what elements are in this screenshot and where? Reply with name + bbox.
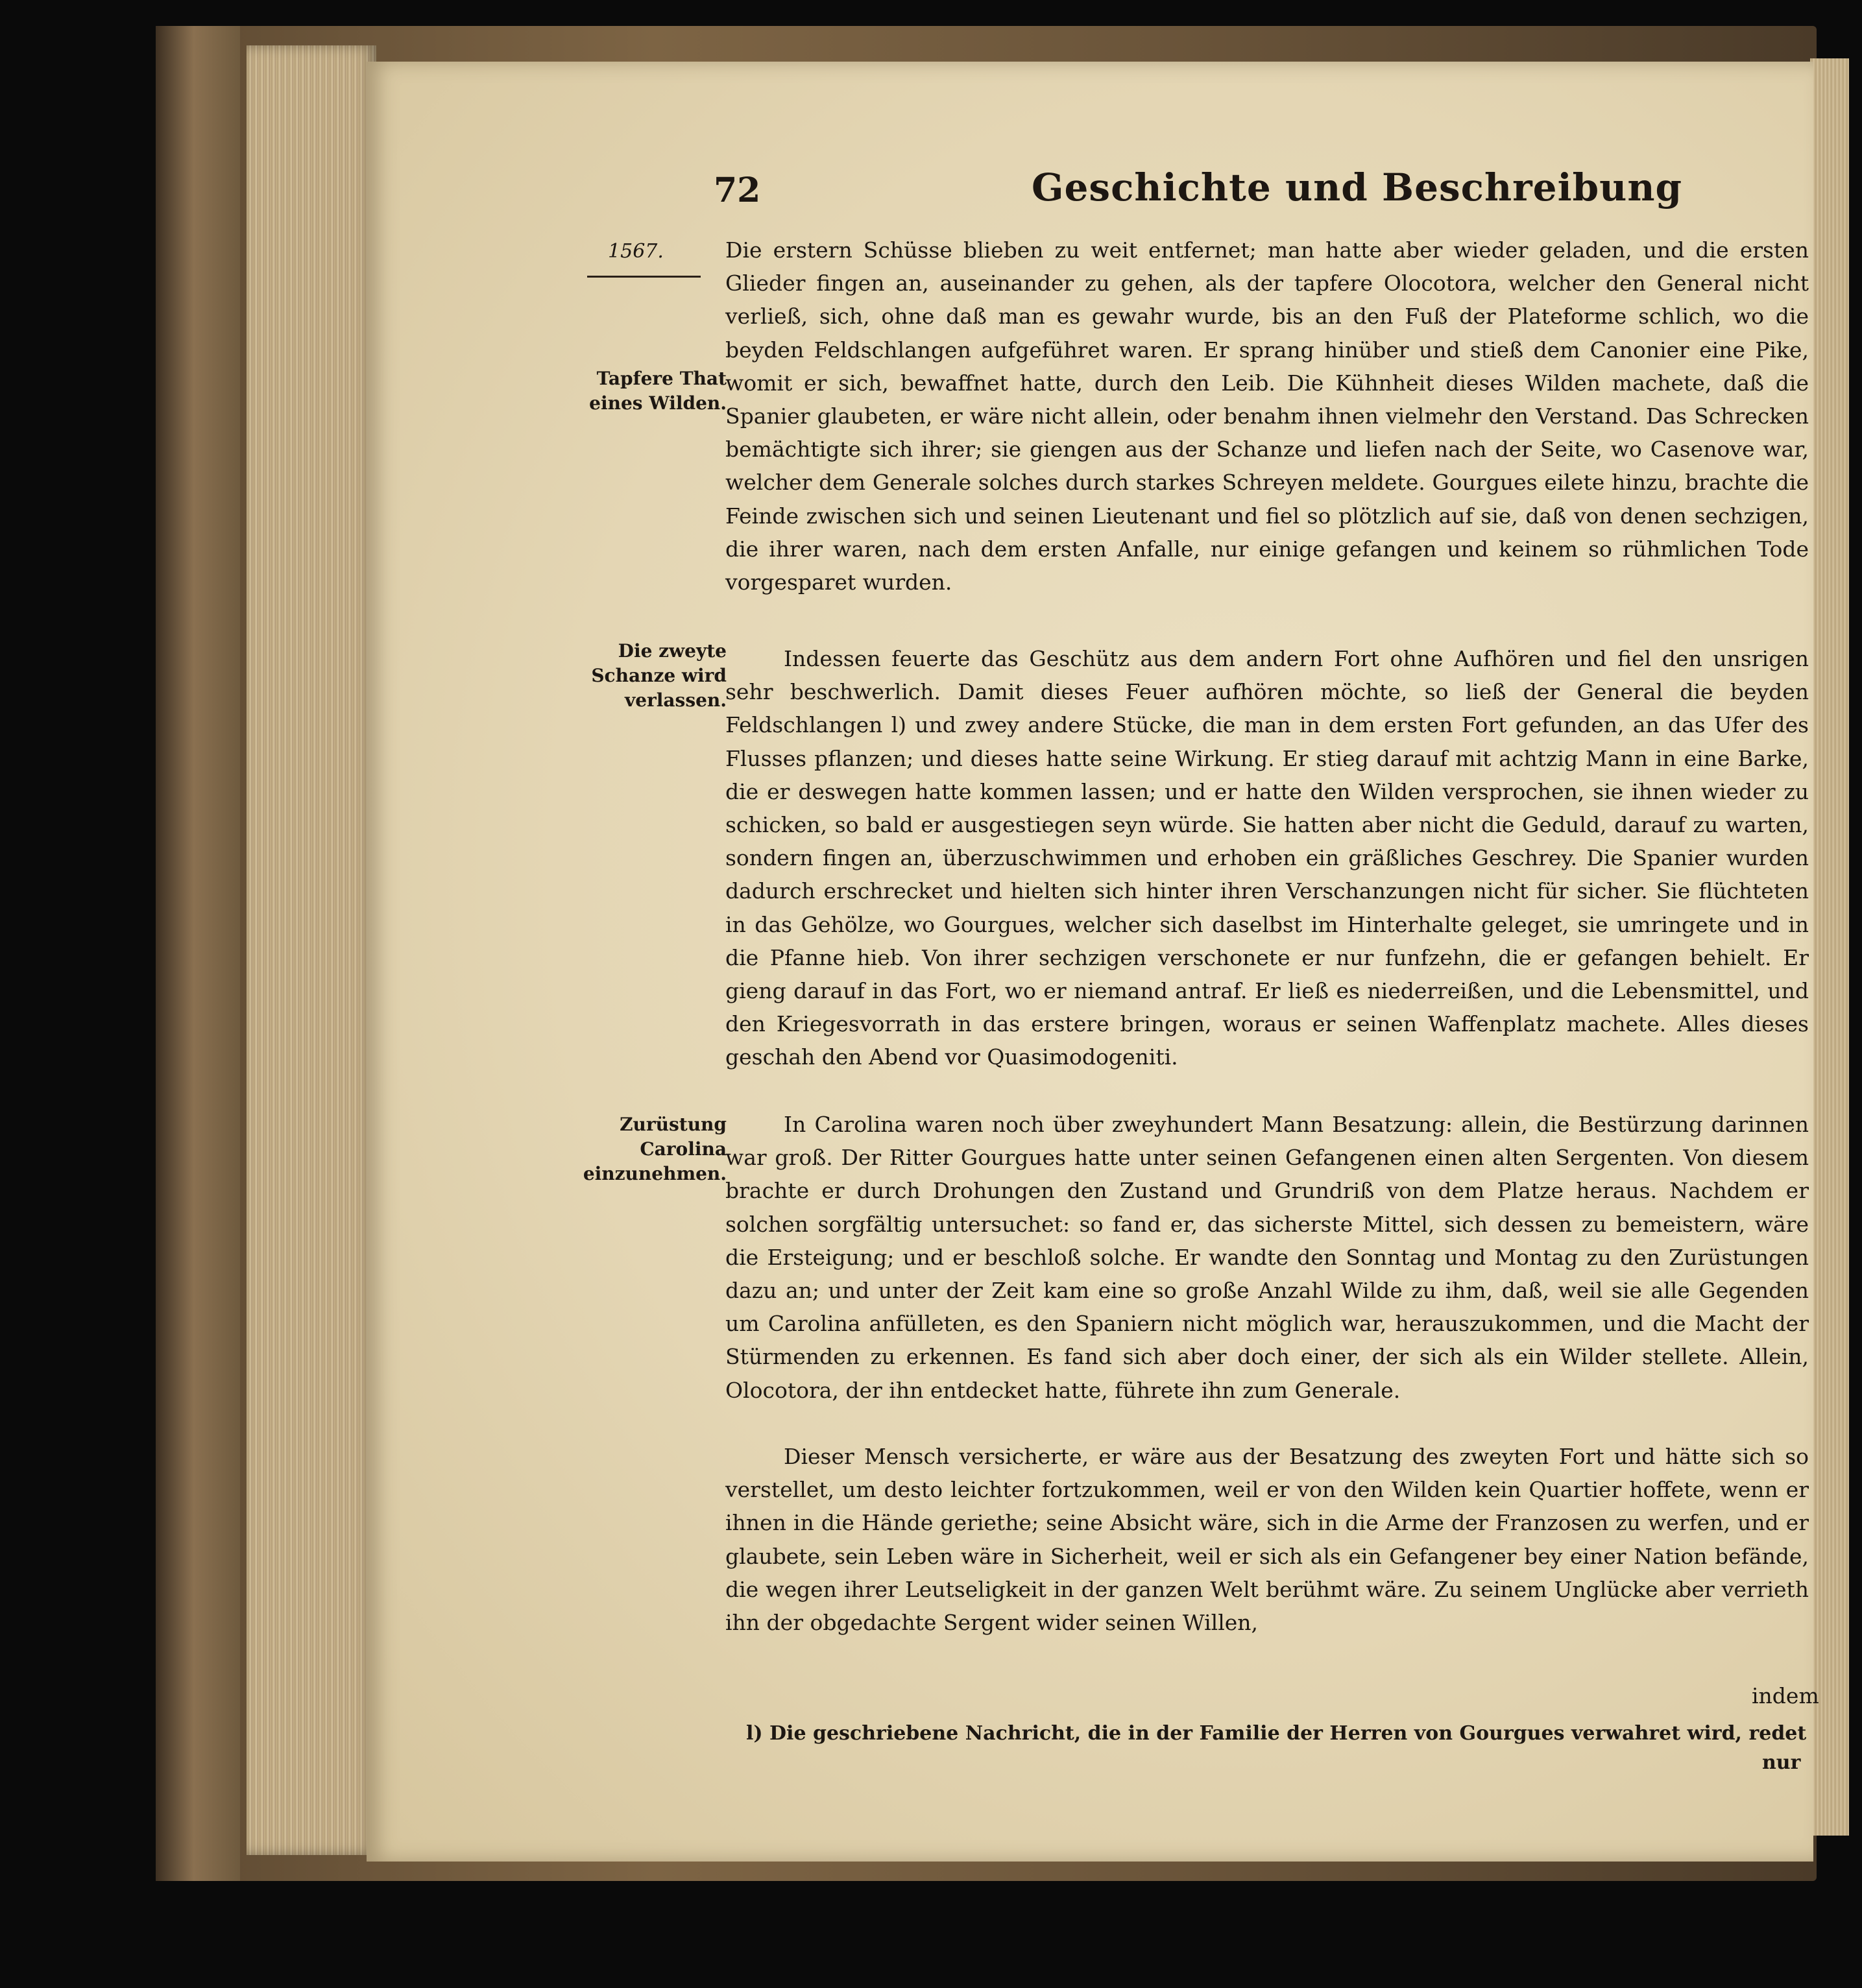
paragraph-text: In Carolina waren noch über zweyhundert Mann Besatzung: allein, die Bestürzung darinnen war groß. Der Ritter Gourgues hatte unter seinen Gefangenen einen alten Sergenten. Von diesem brachte er durch Drohungen den Zustand und Grundriß von dem Platze heraus. Nachdem er solchen sorgfältig untersuchet: so fand er, das sicherste Mittel, sich dessen zu bemeistern, wäre die Ersteigung; und er beschloß solche. Er wandte den Sonntag und Montag zu den Zurüstungen dazu an; und unter der Zeit kam eine so große Anzahl Wilde zu ihm, daß, weil sie alle Gegenden um Carolina anfülleten, es den Spaniern nicht möglich war, herauszukommen, und die Macht der Stürmenden zu erkennen. Es fand sich aber doch einer, der sich als ein Wilder stellete. Allein, Olocotora, der ihn entdecket hatte, führete ihn zum Generale.: [725, 1112, 1809, 1403]
page-number: 72: [714, 171, 761, 210]
footnote-catchword: nur: [1762, 1751, 1801, 1774]
paragraph-text: Dieser Mensch versicherte, er wäre aus der Besatzung des zweyten Fort und hätte sich so verstellet, um desto leichter fortzukommen, weil er von den Wilden kein Quartier hoffete, wenn er ihnen in die Hände geriethe; seine Absicht wäre, sich in die Arme der Franzosen zu werfen, und er glaubete, sein Leben wäre in Sicherheit, weil er sich als ein Gefangener bey einer Nation befände, die wegen ihrer Leutseligkeit in der ganzen Welt berühmt wäre. Zu seinem Unglücke aber verrieth ihn der obgedachte Sergent wider seinen Willen,: [725, 1444, 1809, 1636]
body-paragraph: [725, 1440, 1809, 1639]
margin-note: Tapfere That eines Wilden.: [589, 368, 727, 414]
margin-year: 1567.: [608, 240, 664, 263]
catchword: indem: [1752, 1683, 1819, 1708]
page-edges-left: [247, 45, 376, 1855]
year-flourish: [587, 276, 701, 278]
footnote: l) Die geschriebene Nachricht, die in der Familie der Herren von Gourgues verwahret wird, redet: [746, 1722, 1807, 1745]
body-paragraph: [725, 642, 1809, 1074]
margin-note: Die zweyte Schanze wird verlassen.: [591, 640, 727, 711]
page-edges-right: [1810, 58, 1849, 1836]
margin-note: Zurüstung Carolina einzunehmen.: [583, 1114, 727, 1184]
body-paragraph: [725, 1108, 1809, 1407]
paragraph-text: Die erstern Schüsse blieben zu weit entfernet; man hatte aber wieder geladen, und die ersten Glieder fingen an, auseinander zu gehen, als der tapfere Olocotora, welcher den General nicht verließ, sich, ohne daß man es gewahr wurde, bis an den Fuß der Plateforme schlich, wo die beyden Feldschlangen aufgeführet waren. Er sprang hinüber und stieß dem Canonier eine Pike, womit er sich, bewaffnet hatte, durch den Leib. Die Kühnheit dieses Wilden machete, daß die Spanier glaubeten, er wäre nicht allein, oder benahm ihnen vielmehr den Verstand. Das Schrecken bemächtigte sich ihrer; sie giengen aus der Schanze und liefen nach der Seite, wo Casenove war, welcher dem Generale solches durch starkes Schreyen meldete. Gourgues eilete hinzu, brachte die Feinde zwischen sich und seinen Lieutenant und fiel so plötzlich auf sie, daß von denen sechzigen, die ihrer waren, nach dem ersten Anfalle, nur einige gefangen und keinem so rühmlichen Tode vorgesparet wurden.: [725, 237, 1809, 595]
page-header: [714, 165, 1804, 217]
body-paragraph: [725, 234, 1809, 599]
book-spine: [156, 26, 240, 1881]
running-title: Geschichte und Beschreibung: [1032, 165, 1683, 210]
paragraph-text: Indessen feuerte das Geschütz aus dem andern Fort ohne Aufhören und fiel den unsrigen sehr beschwerlich. Damit dieses Feuer aufhören möchte, so ließ der General die beyden Feldschlangen l) und zwey andere Stücke, die man in dem ersten Fort gefunden, an das Ufer des Flusses pflanzen; und dieses hatte seine Wirkung. Er stieg darauf mit achtzig Mann in eine Barke, die er deswegen hatte kommen lassen; und er hatte den Wilden versprochen, sie ihnen wieder zu schicken, so bald er ausgestiegen seyn würde. Sie hatten aber nicht die Geduld, darauf zu warten, sondern fingen an, überzuschwimmen und erhoben ein gräßliches Geschrey. Die Spanier wurden dadurch erschrecket und hielten sich hinter ihren Verschanzungen nicht für sicher. Sie flüchteten in das Gehölze, wo Gourgues, welcher sich daselbst im Hinterhalte geleget, sie umringete und in die Pfanne hieb. Von ihrer sechzigen verschonete er nur funfzehn, die er gefangen behielt. Er gieng darauf in das Fort, wo er niemand antraf. Er ließ es niederreißen, und die Lebensmittel, und den Kriegesvorrath in das erstere bringen, woraus er seinen Waffenplatz machete. Alles dieses geschah den Abend vor Quasimodogeniti.: [725, 646, 1809, 1070]
